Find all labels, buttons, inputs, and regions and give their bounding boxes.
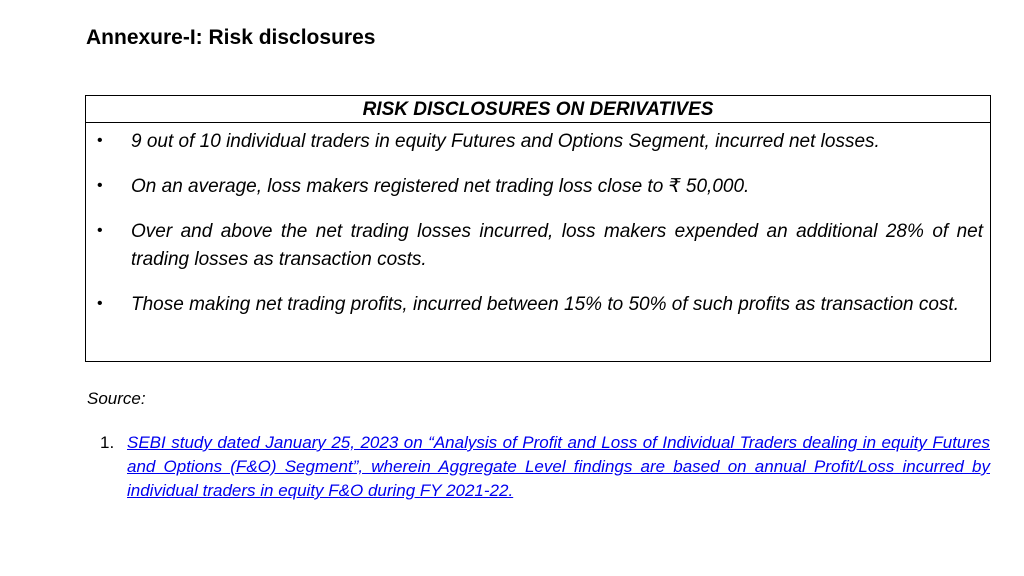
bullet-dot: •	[97, 132, 103, 149]
reference-item	[100, 431, 990, 503]
disclosure-text: On an average, loss makers registered net trading loss close to ₹ 50,000.	[131, 176, 750, 197]
bullet-dot: •	[97, 177, 103, 194]
reference-number: 1.	[100, 433, 115, 452]
bullet-dot: •	[97, 222, 103, 239]
bullet-dot: •	[97, 295, 103, 312]
reference-link[interactable]: SEBI study dated January 25, 2023 on “Analysis of Profit and Loss of Individual Traders dealing in equity Futures and Options (F&O) Segment”, wherein Aggregate Level findings are based on annual Profit/Loss incurred by individual traders in equity F&O during FY 2021-22.	[127, 433, 990, 500]
box-title: RISK DISCLOSURES ON DERIVATIVES	[86, 96, 990, 123]
disclosure-text: Those making net trading profits, incurred between 15% to 50% of such profits as transaction cost.	[131, 294, 959, 315]
disclosure-text: Over and above the net trading losses incurred, loss makers expended an additional 28% of net trading losses as transaction costs.	[131, 221, 983, 270]
risk-disclosure-box	[85, 95, 991, 362]
disclosure-text: 9 out of 10 individual traders in equity Futures and Options Segment, incurred net losses.	[131, 131, 880, 152]
source-label: Source:	[87, 389, 146, 408]
reference-list	[100, 431, 990, 503]
page-heading: Annexure-I: Risk disclosures	[86, 26, 376, 49]
